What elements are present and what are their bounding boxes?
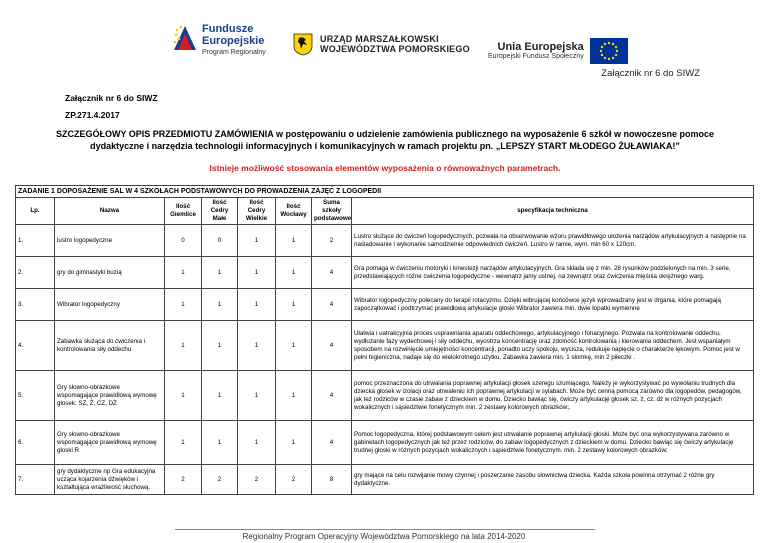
footer-text: Regionalny Program Operacyjny Województwa Pomorskiego na lata 2014-2020: [242, 532, 526, 541]
row-qty-cedry-male: 1: [202, 321, 238, 371]
footer-divider: [175, 529, 595, 530]
task-title: ZADANIE 1 DOPOSAŻENIE SAL W 4 SZKOŁACH PODSTAWOWYCH DO PROWADZENIA ZAJĘĆ Z LOGOPEDII: [16, 186, 754, 198]
row-qty-giemlice: 2: [165, 465, 202, 495]
row-qty-giemlice: 1: [165, 321, 202, 371]
header-qty-woclawy: Ilość Wocławy: [276, 198, 312, 225]
table-header-row: [16, 198, 754, 225]
row-qty-giemlice: 0: [165, 225, 202, 257]
row-sum: 4: [312, 289, 352, 321]
table-row: [16, 421, 754, 465]
row-spec: Pomoc logopedyczna, której podstawowym celem jest utrwalanie poprawnej artykulacji głoski. Może być ona wykorzystywana zarówno w gabinetach logopedycznych jak też przez rodziców, do zabaw logopedycznych z dzieckiem w domu. Dziecko bawiąc się ćwiczy artykulację trudnej głoski w różnych pozycjach wokalicznych i sąsiedztwie fonetycznym. min. 2 zestawy kolorowych obrazków;: [352, 421, 754, 465]
header-spec: specyfikacja techniczna: [352, 198, 754, 225]
pom-title-2: WOJEWÓDZTWA POMORSKIEGO: [320, 44, 470, 54]
row-qty-woclawy: 1: [276, 371, 312, 421]
table-row: [16, 321, 754, 371]
eu-flag-icon: [590, 38, 628, 64]
header-name: Nazwa: [55, 198, 165, 225]
table-row: [16, 289, 754, 321]
row-qty-woclawy: 1: [276, 225, 312, 257]
row-qty-cedry-wielkie: 2: [238, 465, 276, 495]
header-sum: Suma szkoły podstawowe: [312, 198, 352, 225]
row-spec: gry mające na celu rozwijanie mowy czynnej i poszerzanie zasobu słownictwa dziecka. Każda szkoła powinna otrzymać 2 różne gry dydaktyczne.: [352, 465, 754, 495]
equivalence-note: Istnieje możliwość stosowania elementów wyposażenia o równoważnych parametrach.: [209, 163, 561, 173]
fe-title-1: Fundusze: [202, 23, 254, 35]
row-qty-cedry-male: 0: [202, 225, 238, 257]
fundusze-europejskie-logo: [172, 24, 266, 56]
header-lp: Lp.: [16, 198, 55, 225]
header-qty-cedry-male: Ilość Cedry Małe: [202, 198, 238, 225]
row-qty-cedry-male: 1: [202, 371, 238, 421]
row-qty-giemlice: 1: [165, 371, 202, 421]
row-name: gry dydaktyczne np Gra edukacyjna ucząca kojarzenia dźwięków i kształtująca wrażliwość słuchową.: [55, 465, 165, 495]
row-lp: 4.: [16, 321, 55, 371]
row-name: Gry słowno-obrazkowe wspomagające prawidłową wymowę głoski R: [55, 421, 165, 465]
urzad-marszalkowski-logo: [292, 32, 470, 56]
ue-title: Unia Europejska: [497, 40, 584, 53]
griffin-crest-icon: [292, 32, 314, 56]
row-qty-cedry-wielkie: 1: [238, 257, 276, 289]
fe-title-2: Europejskie: [202, 35, 265, 47]
annex-label: Załącznik nr 6 do SIWZ: [65, 93, 158, 103]
row-sum: 8: [312, 465, 352, 495]
row-qty-cedry-male: 1: [202, 421, 238, 465]
row-sum: 4: [312, 371, 352, 421]
annex-label-right: Załącznik nr 6 do SIWZ: [601, 68, 700, 79]
ue-subtitle: Europejski Fundusz Społeczny: [488, 53, 584, 61]
logo-bar: [0, 0, 768, 70]
header-qty-giemlice: Ilość Giemlice: [165, 198, 202, 225]
row-sum: 2: [312, 225, 352, 257]
row-name: Gry słowno-obrazkowe wspomagające prawidłową wymowę głosek: SZ, Ż, CZ, DŻ: [55, 371, 165, 421]
row-qty-giemlice: 1: [165, 289, 202, 321]
row-lp: 2.: [16, 257, 55, 289]
row-qty-woclawy: 2: [276, 465, 312, 495]
row-qty-cedry-male: 2: [202, 465, 238, 495]
row-lp: 3.: [16, 289, 55, 321]
table-row: [16, 465, 754, 495]
row-qty-cedry-wielkie: 1: [238, 289, 276, 321]
row-sum: 4: [312, 321, 352, 371]
specification-table: [15, 185, 754, 495]
case-number: ZP.271.4.2017: [65, 110, 120, 120]
table-row: [16, 257, 754, 289]
row-spec: pomoc przeznaczona do utrwalania poprawnej artykulacji głosek szeregu szumiącego. Należy je wykorzystywać po wywołaniu trudnych dla dziecka głosek w izolacji oraz utrwaleniu ich poprawnej artykulacji w sylabach. Może być cenną pomocą zarówno dla logopedów, pedagogów, jak też rodziców w czasie zabaw z dzieckiem w domu. Dziecko bawiąc się, ćwiczy artykulację głosek sz, ż, cz, dż w różnych pozycjach wokalicznych i sąsiedztwie fonetycznym min. 2 zestawy kolorowych obrazków;.: [352, 371, 754, 421]
row-name: Zabawka służąca do ćwiczenia i kontrolowania siły oddechu: [55, 321, 165, 371]
fundusze-europejskie-icon: [172, 24, 198, 52]
row-qty-cedry-wielkie: 1: [238, 371, 276, 421]
row-lp: 5.: [16, 371, 55, 421]
table-row: [16, 371, 754, 421]
row-qty-cedry-wielkie: 1: [238, 225, 276, 257]
fe-subtitle: Program Regionalny: [202, 49, 266, 56]
unia-europejska-logo: [488, 38, 628, 64]
row-spec: Lustro służące do ćwiczeń logopedycznych, pozwala na obserwowanie wzoru prawidłowego ułożenia narządów artykulacyjnych a następnie na naśladowanie i wykonanie samodzielnie odpowiednich ćwiczeń. Lustro w ramie, wym. min 60 x 120cm.: [352, 225, 754, 257]
row-qty-giemlice: 1: [165, 257, 202, 289]
header-qty-cedry-wielkie: Ilość Cedry Wielkie: [238, 198, 276, 225]
row-qty-giemlice: 1: [165, 421, 202, 465]
row-spec: Wibrator logopedyczny polecany do terapii rotacyzmu. Dzięki wibrującej końcówce język wprowadzany jest w drgania, które pomagają zapoczątkować i podtrzymać prawidłową artykulacje głoski Wibrator zawiera min. dwie łopatki wymienne: [352, 289, 754, 321]
row-lp: 6.: [16, 421, 55, 465]
pom-title-1: URZĄD MARSZAŁKOWSKI: [320, 33, 439, 44]
row-sum: 4: [312, 257, 352, 289]
table-row: [16, 225, 754, 257]
row-qty-woclawy: 1: [276, 421, 312, 465]
row-name: Wibrator logopedyczny: [55, 289, 165, 321]
row-qty-cedry-wielkie: 1: [238, 321, 276, 371]
row-qty-cedry-male: 1: [202, 257, 238, 289]
row-lp: 7.: [16, 465, 55, 495]
row-qty-cedry-male: 1: [202, 289, 238, 321]
row-spec: Gra pomaga w ćwiczeniu motoryki i kinestezji narządów artykulacyjnych. Gra składa się z min. 28 rysunków podzielonych na min. 3 serie, przedstawiających różne ćwiczenia logopedyczne - wewnątrz jamy ustnej, na zewnątrz oraz ćwiczenia mięśnia okrężnego warg.: [352, 257, 754, 289]
row-name: lustro logopedyczne: [55, 225, 165, 257]
row-sum: 4: [312, 421, 352, 465]
row-name: gry do gimnastyki buzią: [55, 257, 165, 289]
row-qty-woclawy: 1: [276, 321, 312, 371]
row-qty-cedry-wielkie: 1: [238, 421, 276, 465]
row-lp: 1.: [16, 225, 55, 257]
document-title: SZCZEGÓŁOWY OPIS PRZEDMIOTU ZAMÓWIENIA w postępowaniu o udzielenie zamówienia publicznego na wyposażenie 6 szkół w nowoczesne pomoce dydaktyczne i narzędzia technologii informacyjnych i komunikacyjnych w ramach projektu pn. „LEPSZY START MŁODEGO ŻUŁAWIAKA!”: [55, 129, 715, 152]
row-qty-woclawy: 1: [276, 289, 312, 321]
row-qty-woclawy: 1: [276, 257, 312, 289]
row-spec: Ułatwia i uatrakcyjnia proces usprawniania aparatu oddechowego, artykulacyjnego i fonacyjnego. Pozwala na kontrolowanie oddechu, wydłużanie fazy wydechowej i siły oddechu, wyostrza koncentrację oraz zdolność kontrolowania i kierowania oddechem. Jest wspaniałym sposobem na rozwinięcie umiejętności koncentracji, ponadto uczy spokoju, wycisza, redukuje napięcie o charakterze lękowym. Pomoc jest w pełni higieniczna, nadaje się do wielokrotnego użytku. Zabawka zawiera min. 1 słomkę, min 2 piłeczki .: [352, 321, 754, 371]
